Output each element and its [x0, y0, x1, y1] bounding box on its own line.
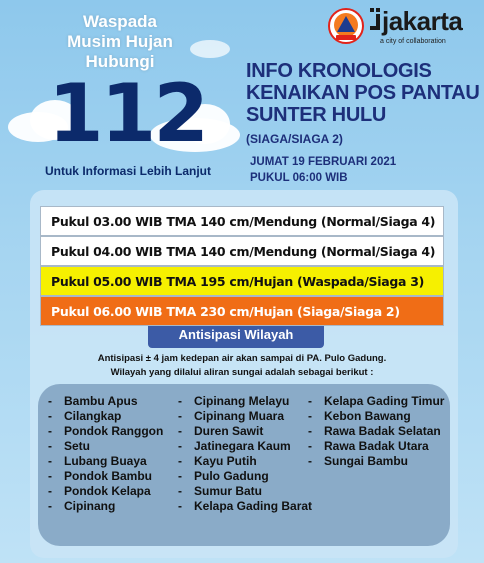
list-item: - Pulo Gadung: [178, 469, 318, 484]
info-time: PUKUL 06:00 WIB: [250, 172, 348, 184]
area-column-1: [48, 394, 178, 514]
antisipasi-wilayah-label: Antisipasi Wilayah: [148, 326, 324, 348]
list-item: - Sumur Batu: [178, 484, 318, 499]
list-item: - Pondok Kelapa: [48, 484, 178, 499]
list-item: - Kayu Putih: [178, 454, 318, 469]
info-datetime: [250, 154, 396, 186]
info-title-line-3: SUNTER HULU: [246, 104, 387, 126]
timeline-row: Pukul 06.00 WIB TMA 230 cm/Hujan (Siaga/Siaga 2): [40, 296, 444, 326]
hotline-block: [0, 0, 240, 190]
list-item: - Sungai Bambu: [308, 454, 448, 469]
hotline-note: Untuk Informasi Lebih Lanjut: [44, 164, 211, 178]
hotline-line-3: Hubungi: [85, 52, 155, 71]
jakarta-tagline: a city of collaboration: [380, 38, 446, 45]
antisipasi-note-line-2: Wilayah yang dilalui aliran sungai adalah sebagai berikut :: [110, 367, 374, 378]
list-item: - Bambu Apus: [48, 394, 178, 409]
list-item: - Cipinang Melayu: [178, 394, 318, 409]
area-column-2: [178, 394, 318, 514]
list-item: - Kelapa Gading Timur: [308, 394, 448, 409]
list-item: - Rawa Badak Utara: [308, 439, 448, 454]
info-date: JUMAT 19 FEBRUARI 2021: [250, 156, 397, 168]
timeline-row: Pukul 05.00 WIB TMA 195 cm/Hujan (Waspada/Siaga 3): [40, 266, 444, 296]
info-status: (SIAGA/SIAGA 2): [246, 132, 343, 146]
jakarta-wordmark: jakarta: [382, 6, 463, 36]
hotline-heading: [40, 12, 200, 72]
list-item: - Setu: [48, 439, 178, 454]
hotline-line-2: Musim Hujan: [67, 32, 173, 51]
list-item: - Kebon Bawang: [308, 409, 448, 424]
info-title: [246, 60, 482, 126]
list-item: - Lubang Buaya: [48, 454, 178, 469]
info-title-line-2: KENAIKAN POS PANTAU: [246, 82, 480, 104]
info-title-line-1: INFO KRONOLOGIS: [246, 60, 432, 82]
list-item: - Kelapa Gading Barat: [178, 499, 318, 514]
list-item: - Pondok Bambu: [48, 469, 178, 484]
timeline-row: Pukul 04.00 WIB TMA 140 cm/Mendung (Normal/Siaga 4): [40, 236, 444, 266]
list-item: - Rawa Badak Selatan: [308, 424, 448, 439]
jakarta-logo: [370, 6, 480, 46]
list-item: - Cipinang: [48, 499, 178, 514]
list-item: - Cilangkap: [48, 409, 178, 424]
antisipasi-note-line-1: Antisipasi ± 4 jam kedepan air akan sampai di PA. Pulo Gadung.: [97, 353, 387, 364]
list-item: - Pondok Ranggon: [48, 424, 178, 439]
list-item: - Duren Sawit: [178, 424, 318, 439]
hotline-number: 112: [48, 67, 206, 160]
bpbd-logo-icon: [328, 8, 364, 44]
timeline-row: Pukul 03.00 WIB TMA 140 cm/Mendung (Normal/Siaga 4): [40, 206, 444, 236]
list-item: - Cipinang Muara: [178, 409, 318, 424]
antisipasi-note: [50, 352, 434, 380]
list-item: - Jatinegara Kaum: [178, 439, 318, 454]
hotline-line-1: Waspada: [82, 12, 157, 31]
area-column-3: [308, 394, 448, 469]
